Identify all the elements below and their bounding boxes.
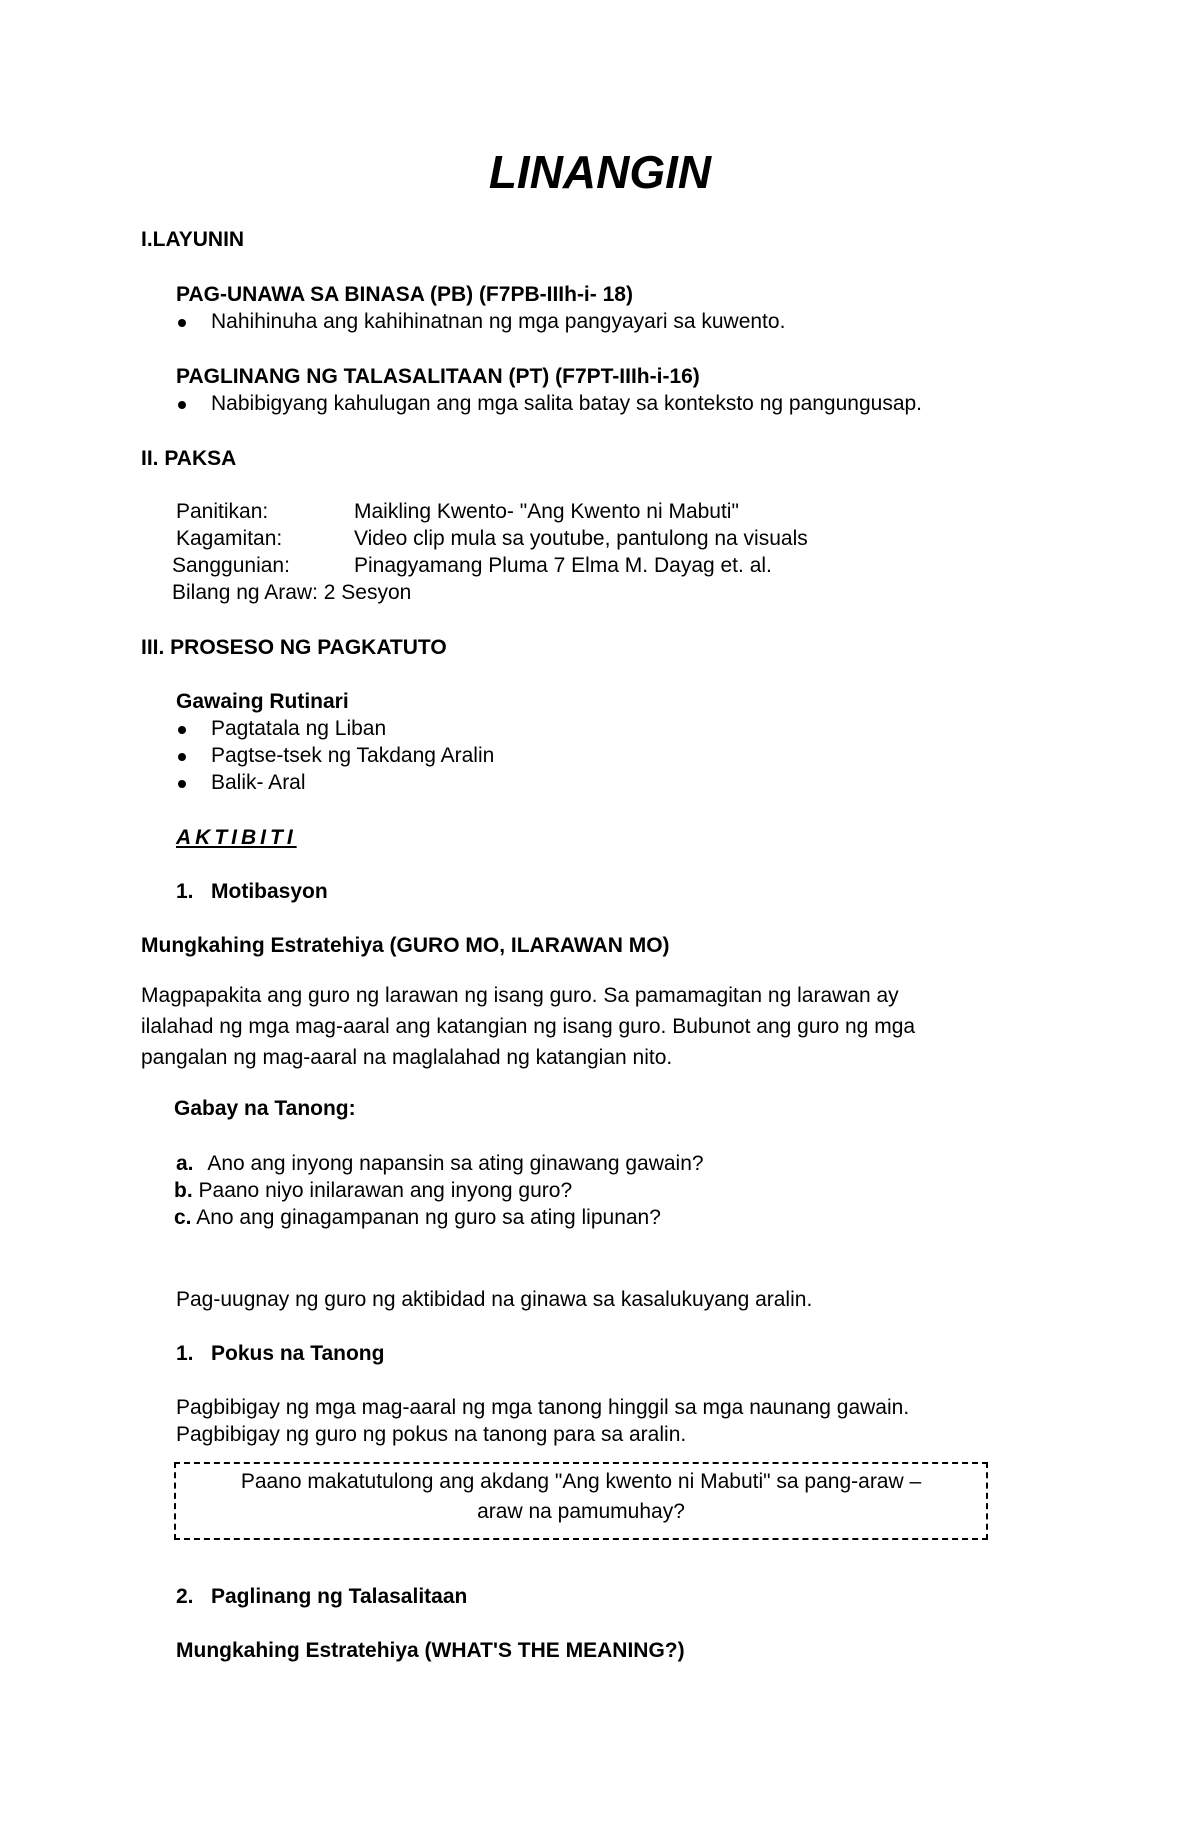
gawain-heading: Gawaing Rutinari <box>176 690 349 713</box>
talasalitaan-label: Paglinang ng Talasalitaan <box>211 1585 468 1608</box>
talasalitaan-heading <box>176 1585 468 1609</box>
question-text: Ano ang ginagampanan ng guro sa ating lipunan? <box>196 1206 661 1229</box>
talasalitaan-number: 2. <box>176 1585 194 1608</box>
uugnay-text: Pag-uugnay ng guro ng aktibidad na ginawa sa kasalukuyang aralin. <box>176 1288 813 1311</box>
gawain-item: Pagtatala ng Liban <box>211 717 387 740</box>
motibasyon-number: 1. <box>176 880 194 903</box>
gabay-heading: Gabay na Tanong: <box>174 1097 356 1120</box>
pokus-line: Pagbibigay ng guro ng pokus na tanong para sa aralin. <box>176 1423 687 1446</box>
pt-bullet-item: Nabibigyang kahulugan ang mga salita batay sa konteksto ng pangungusap. <box>211 392 923 415</box>
focus-question-line: Paano makatutulong ang akdang "Ang kwento ni Mabuti" sa pang-araw – <box>240 1470 922 1493</box>
proseso-heading: III. PROSESO NG PAGKATUTO <box>141 636 447 659</box>
paragraph-line: Magpapakita ang guro ng larawan ng isang guro. Sa pamamagitan ng larawan ay <box>141 984 899 1007</box>
pt-heading: PAGLINANG NG TALASALITAAN (PT) (F7PT-IIIh-i-16) <box>176 365 700 388</box>
paksa-value: Pinagyamang Pluma 7 Elma M. Dayag et. al. <box>354 554 772 577</box>
paksa-bilang: Bilang ng Araw: 2 Sesyon <box>172 581 412 604</box>
question-letter: c. <box>174 1206 192 1229</box>
pb-bullet-item: Nahihinuha ang kahihinatnan ng mga pangyayari sa kuwento. <box>211 310 786 333</box>
paksa-heading: II. PAKSA <box>141 447 237 470</box>
aktibiti-heading: AKTIBITI <box>176 826 297 849</box>
gawain-item: Pagtse-tsek ng Takdang Aralin <box>211 744 495 767</box>
question-text: Paano niyo inilarawan ang inyong guro? <box>198 1179 573 1202</box>
paragraph-line: pangalan ng mag-aaral na maglalahad ng katangian nito. <box>141 1046 673 1069</box>
layunin-heading: I.LAYUNIN <box>141 228 245 251</box>
paragraph-line: ilalahad ng mga mag-aaral ang katangian ng isang guro. Bubunot ang guro ng mga <box>141 1015 916 1038</box>
gawain-item: Balik- Aral <box>211 771 306 794</box>
paksa-label: Sanggunian: <box>172 554 290 577</box>
motibasyon-heading <box>176 880 328 904</box>
paksa-row-kagamitan <box>176 527 808 551</box>
question-item <box>174 1179 572 1203</box>
pokus-number: 1. <box>176 1342 194 1365</box>
paksa-value: Maikling Kwento- "Ang Kwento ni Mabuti" <box>354 500 739 523</box>
paksa-value: Video clip mula sa youtube, pantulong na visuals <box>354 527 808 550</box>
estratehiya-heading: Mungkahing Estratehiya (GURO MO, ILARAWAN MO) <box>141 934 670 957</box>
question-letter: a. <box>176 1152 194 1175</box>
focus-question-box <box>174 1462 988 1540</box>
question-text: Ano ang inyong napansin sa ating ginawang gawain? <box>207 1152 704 1175</box>
pokus-label: Pokus na Tanong <box>211 1342 385 1365</box>
question-item <box>174 1206 661 1230</box>
motibasyon-label: Motibasyon <box>211 880 328 903</box>
paksa-row-sanggunian <box>172 554 772 578</box>
page-title: LINANGIN <box>488 146 712 198</box>
pokus-line: Pagbibigay ng mga mag-aaral ng mga tanong hinggil sa mga naunang gawain. <box>176 1396 910 1419</box>
estratehiya2-heading: Mungkahing Estratehiya (WHAT'S THE MEANING?) <box>176 1639 685 1662</box>
pokus-heading <box>176 1342 385 1366</box>
question-letter: b. <box>174 1179 193 1202</box>
paksa-label: Panitikan: <box>176 500 269 523</box>
paksa-row-panitikan <box>176 500 739 524</box>
focus-question-line: araw na pamumuhay? <box>477 1500 685 1523</box>
question-item <box>176 1152 704 1176</box>
pb-heading: PAG-UNAWA SA BINASA (PB) (F7PB-IIIh-i- 18) <box>176 283 633 306</box>
paksa-label: Kagamitan: <box>176 527 283 550</box>
